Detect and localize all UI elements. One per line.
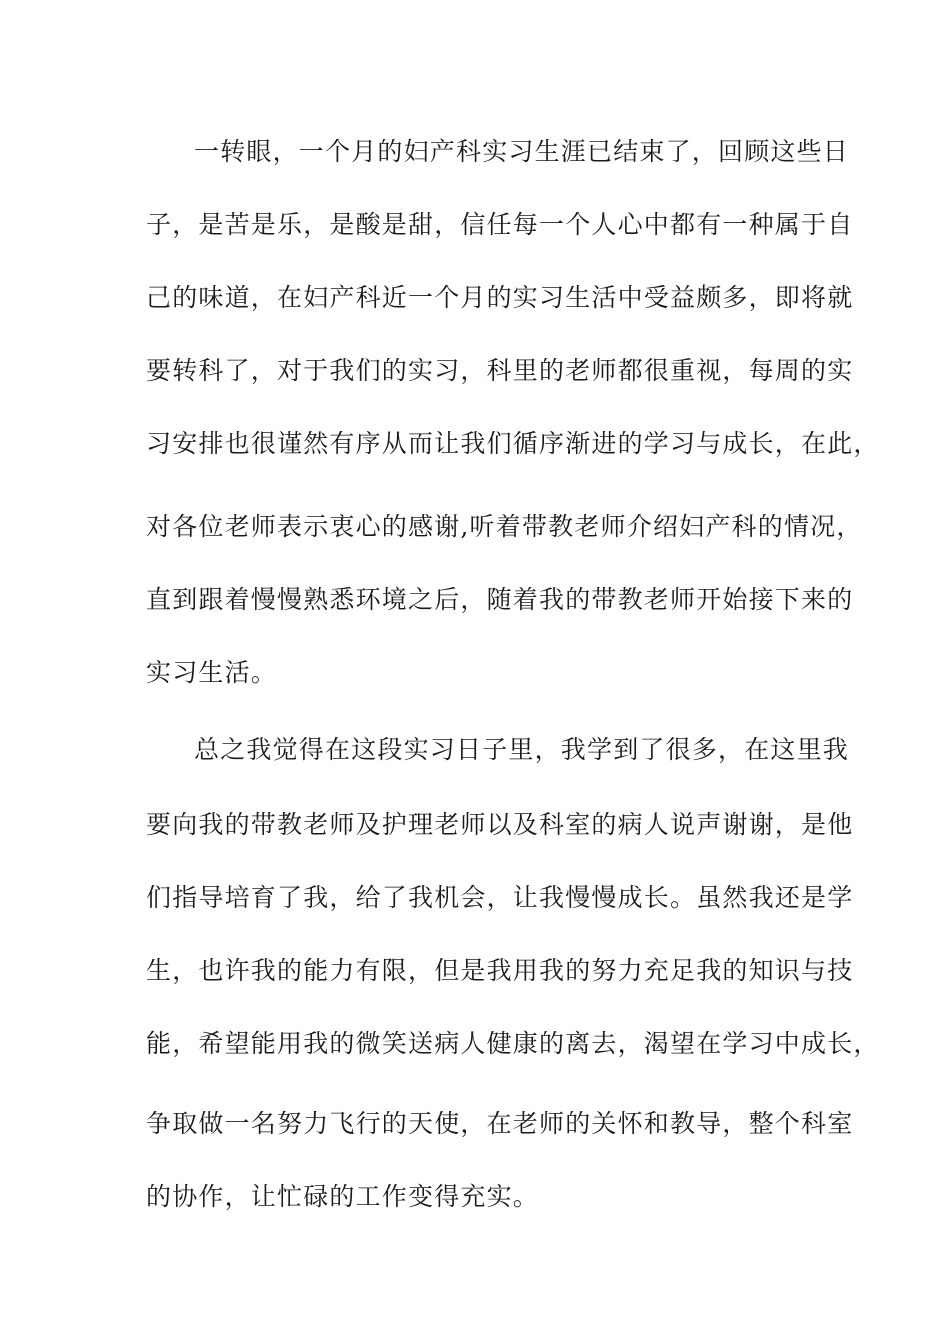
paragraph-line: 对各位老师表示衷心的感谢,听着带教老师介绍妇产科的情况， xyxy=(146,512,863,541)
paragraph-line: 要向我的带教老师及护理老师以及科室的病人说声谢谢，是他 xyxy=(146,810,854,839)
paragraph-line: 要转科了，对于我们的实习，科里的老师都很重视，每周的实 xyxy=(146,356,854,385)
paragraph-line: 总之我觉得在这段实习日子里，我学到了很多，在这里我 xyxy=(194,735,850,764)
paragraph-line: 直到跟着慢慢熟悉环境之后，随着我的带教老师开始接下来的 xyxy=(146,585,854,614)
paragraph-line: 生，也许我的能力有限，但是我用我的努力充足我的知识与技 xyxy=(146,956,854,985)
paragraph-line: 习安排也很谨然有序从而让我们循序渐进的学习与成长，在此， xyxy=(146,429,880,458)
paragraph-line: 争取做一名努力飞行的天使，在老师的关怀和教导，整个科室 xyxy=(146,1109,854,1138)
paragraph-line: 实习生活。 xyxy=(146,658,278,687)
paragraph-line: 的协作，让忙碌的工作变得充实。 xyxy=(146,1182,540,1211)
paragraph-line: 们指导培育了我，给了我机会，让我慢慢成长。虽然我还是学 xyxy=(146,883,854,912)
paragraph-line: 子，是苦是乐，是酸是甜，信任每一个人心中都有一种属于自 xyxy=(146,210,854,239)
paragraph-line: 己的味道，在妇产科近一个月的实习生活中受益颇多，即将就 xyxy=(146,283,854,312)
paragraph-line: 能，希望能用我的微笑送病人健康的离去，渴望在学习中成长， xyxy=(146,1029,880,1058)
paragraph-line: 一转眼，一个月的妇产科实习生涯已结束了，回顾这些日 xyxy=(194,137,850,166)
